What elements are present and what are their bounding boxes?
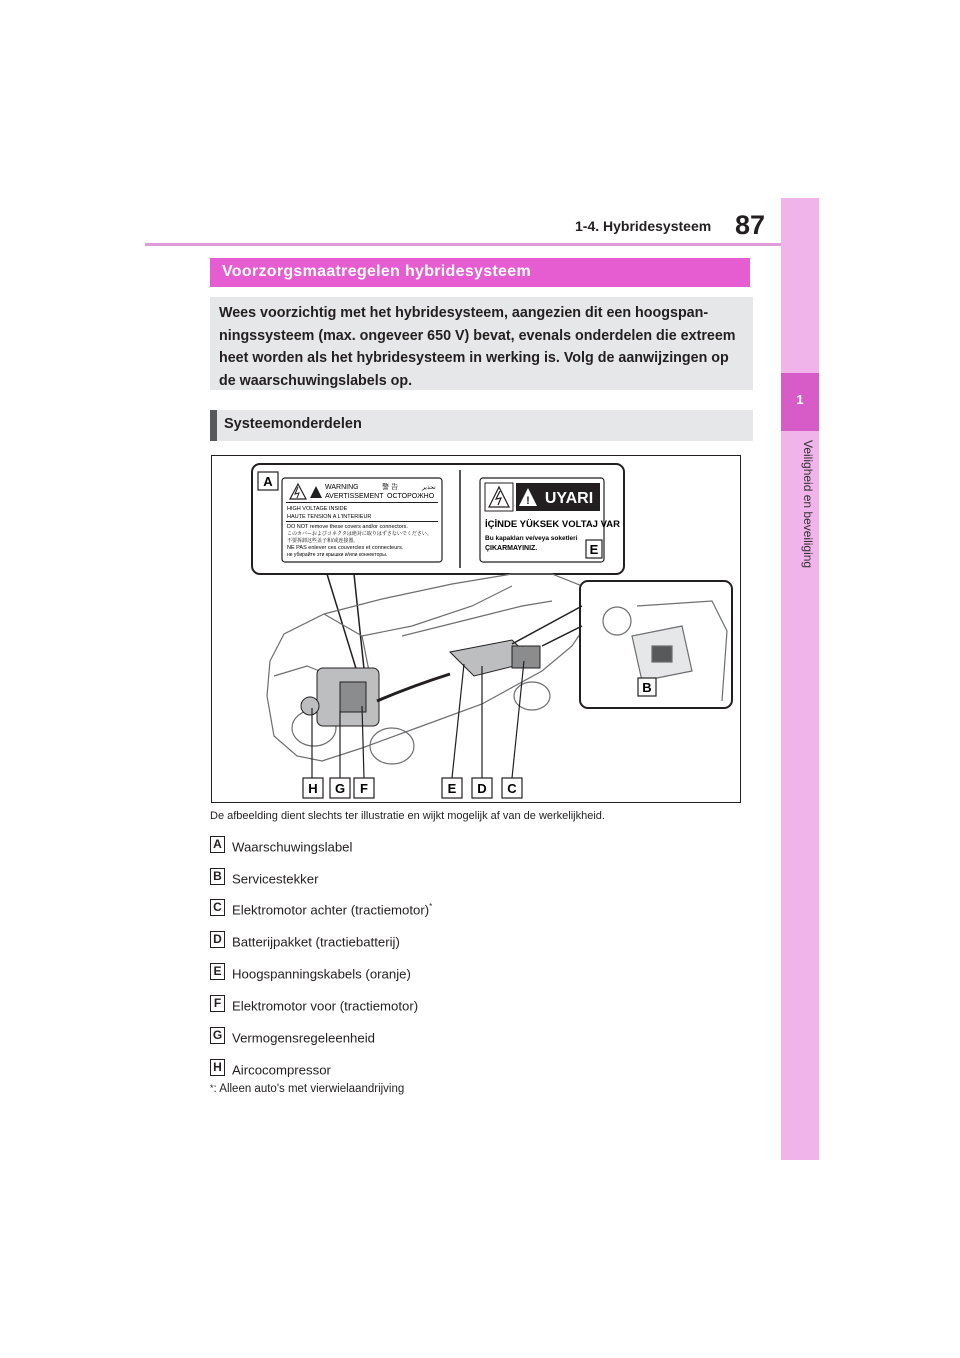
section-header: 1-4. Hybridesysteem [575,218,712,234]
warning-line3: HIGH VOLTAGE INSIDE [287,506,348,512]
callout-c: C [507,781,517,796]
chapter-side-tab [781,198,819,1160]
warning-line2b: OCTOPOЖHO [387,493,435,500]
warning-line1c: تحذير [422,485,436,491]
subheading [210,410,753,441]
bottom-callouts [303,778,522,798]
page-number: 87 [735,210,766,240]
footnote-marker: * [429,902,433,911]
footnote-text: : Alleen auto's met vierwielaandrijving [213,1083,405,1095]
list-badge: G [210,1027,225,1044]
turkish-line3: ÇIKARMAYINIZ. [485,545,538,552]
callout-g: G [334,781,346,796]
system-components-figure [211,455,741,803]
svg-text:!: ! [526,495,530,507]
list-item-text: Waarschuwingslabel [232,839,353,855]
warning-line8: NE PAS enlever ces couvercles et connecteurs. [287,545,404,551]
warning-line1a: WARNING [325,484,359,491]
warning-line7: 不要拆卸这些盖子和/或连接器。 [287,538,359,544]
chapter-number: 1 [796,392,804,407]
warning-line1b: 警 告 [382,484,398,491]
warning-line9: не убирайте эти крышки и/или коннекторы. [287,552,388,558]
list-item-text: Elektromotor voor (tractiemotor) [232,998,419,1014]
chapter-label: Veiligheid en beveiliging [801,440,815,569]
warning-label [282,478,442,562]
footnote [210,1083,404,1095]
callout-e: E [447,781,457,796]
turkish-line2: Bu kapakları ve/veya soketleri [485,535,578,542]
warning-line5: DO NOT remove these covers and/or connectors. [287,524,408,530]
list-badge: D [210,931,225,948]
page-title: Voorzorgsmaatregelen hybridesysteem [222,263,531,280]
figure-illustration [212,456,740,802]
callout-b: B [642,680,652,695]
warning-line4: HAUTE TENSION A L'INTERIEUR [287,514,372,520]
list-badge: C [210,899,225,916]
subheading-bar [210,410,217,441]
subheading-text: Systeemonderdelen [224,416,362,432]
list-item-text: Vermogensregeleenheid [232,1030,375,1046]
header-rule [145,243,781,246]
callout-a: A [263,474,273,489]
figure-caption: De afbeelding dient slechts ter illustratie en wijkt mogelijk af van de werkelijkheid. [210,810,605,822]
list-item-text: Batterijpakket (tractiebatterij) [232,934,400,950]
callout-f: F [360,781,368,796]
list-item-text: Aircocompressor [232,1062,331,1078]
uyari-title: UYARI [544,490,594,507]
turkish-line1: İÇİNDE YÜKSEK VOLTAJ VAR [485,519,620,530]
warning-line6: このカバーおよびコネクタは絶対に取りはずさないでください。 [287,531,432,537]
footnote-mark: * [210,1083,214,1093]
inset-leader [542,626,582,646]
list-item-text: Elektromotor achter (tractiemotor)* [232,902,433,918]
callout-h: H [308,781,318,796]
high-voltage-cable [377,674,450,701]
intro-text: Wees voorzichtig met het hybridesysteem, aangezien dit een hoogspanningssysteem (max. ongeveer 650 V) bevat, evenals onderdelen die extreem heet worden als het hybridesysteem in werking is. Volg de aanwijzingen op de waarschuwingslabels op. [219,305,736,389]
intro-box [210,297,753,390]
list-item-text: Servicestekker [232,871,319,887]
list-badge: H [210,1059,225,1076]
list-badge: B [210,868,225,885]
list-item-text: Hoogspanningskabels (oranje) [232,966,411,982]
list-badge: F [210,995,225,1012]
callout-e-label: E [589,542,599,557]
inset-leader [512,606,582,644]
warning-line2a: AVERTISSEMENT [325,493,384,500]
callout-d: D [477,781,487,796]
list-badge: A [210,836,225,853]
list-badge: E [210,963,225,980]
vehicle-illustration [267,574,592,764]
title-bar [210,258,750,287]
